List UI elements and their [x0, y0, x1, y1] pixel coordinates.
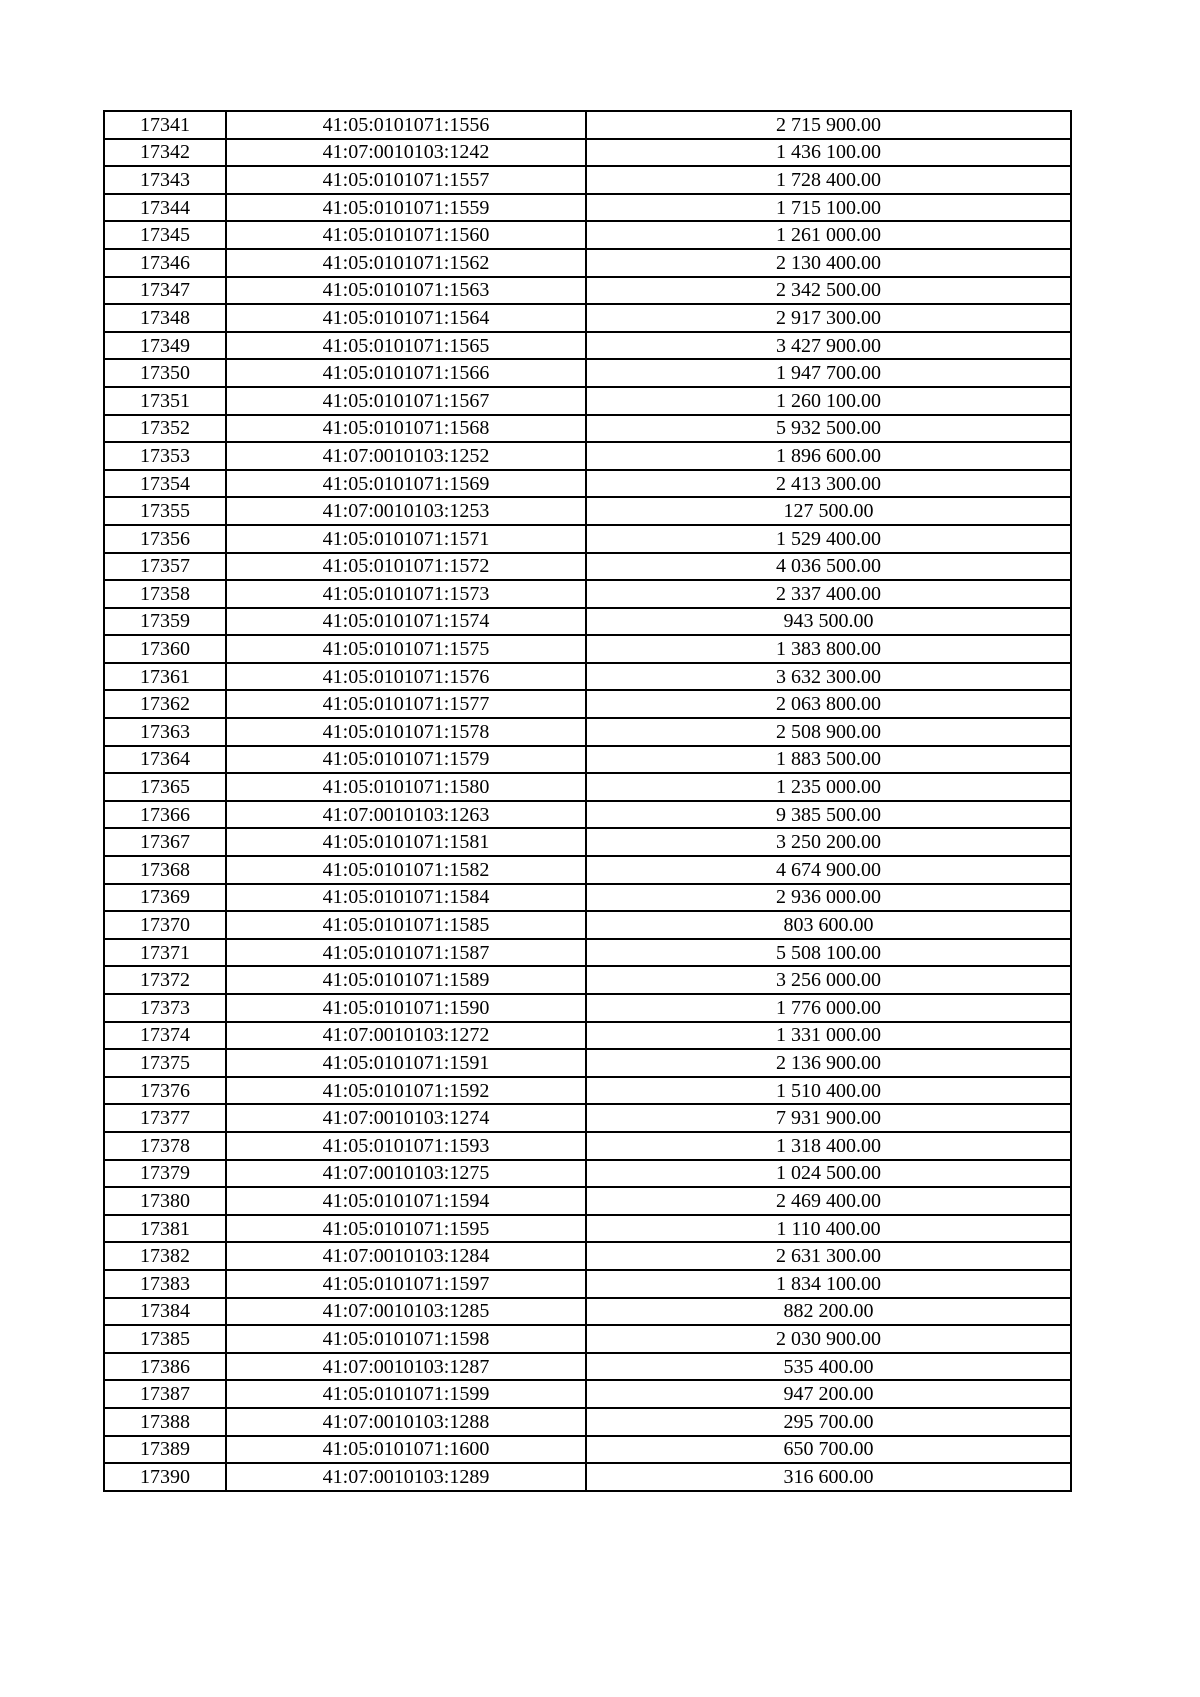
- row-number-cell: 17386: [104, 1353, 226, 1381]
- table-row: [104, 166, 1071, 194]
- cadastral-number-cell: 41:05:0101071:1556: [226, 111, 586, 139]
- table-row: [104, 718, 1071, 746]
- row-number-cell: 17345: [104, 221, 226, 249]
- cadastral-value-cell: 1 510 400.00: [586, 1077, 1071, 1105]
- row-number-cell: 17348: [104, 304, 226, 332]
- cadastral-value-cell: 1 728 400.00: [586, 166, 1071, 194]
- table-row: [104, 1325, 1071, 1353]
- cadastral-number-cell: 41:05:0101071:1582: [226, 856, 586, 884]
- table-row: [104, 608, 1071, 636]
- cadastral-number-cell: 41:05:0101071:1571: [226, 525, 586, 553]
- row-number-cell: 17343: [104, 166, 226, 194]
- row-number-cell: 17380: [104, 1187, 226, 1215]
- table-row: [104, 525, 1071, 553]
- row-number-cell: 17363: [104, 718, 226, 746]
- table-row: [104, 1436, 1071, 1464]
- cadastral-number-cell: 41:05:0101071:1598: [226, 1325, 586, 1353]
- cadastral-number-cell: 41:05:0101071:1562: [226, 249, 586, 277]
- cadastral-number-cell: 41:05:0101071:1591: [226, 1049, 586, 1077]
- cadastral-number-cell: 41:05:0101071:1557: [226, 166, 586, 194]
- row-number-cell: 17383: [104, 1270, 226, 1298]
- table-row: [104, 387, 1071, 415]
- row-number-cell: 17362: [104, 690, 226, 718]
- cadastral-value-cell: 3 250 200.00: [586, 828, 1071, 856]
- cadastral-value-cell: 2 469 400.00: [586, 1187, 1071, 1215]
- table-row: [104, 828, 1071, 856]
- row-number-cell: 17390: [104, 1463, 226, 1491]
- cadastral-value-cell: 1 715 100.00: [586, 194, 1071, 222]
- row-number-cell: 17371: [104, 939, 226, 967]
- cadastral-value-cell: 4 036 500.00: [586, 553, 1071, 581]
- cadastral-number-cell: 41:05:0101071:1575: [226, 635, 586, 663]
- row-number-cell: 17353: [104, 442, 226, 470]
- cadastral-value-cell: 7 931 900.00: [586, 1104, 1071, 1132]
- cadastral-number-cell: 41:05:0101071:1597: [226, 1270, 586, 1298]
- cadastral-number-cell: 41:05:0101071:1581: [226, 828, 586, 856]
- table-row: [104, 1353, 1071, 1381]
- row-number-cell: 17378: [104, 1132, 226, 1160]
- row-number-cell: 17359: [104, 608, 226, 636]
- row-number-cell: 17367: [104, 828, 226, 856]
- cadastral-value-cell: 3 256 000.00: [586, 966, 1071, 994]
- cadastral-value-table: [103, 110, 1072, 1492]
- cadastral-value-cell: 1 261 000.00: [586, 221, 1071, 249]
- cadastral-value-cell: 1 331 000.00: [586, 1022, 1071, 1050]
- cadastral-number-cell: 41:05:0101071:1589: [226, 966, 586, 994]
- table-row: [104, 1049, 1071, 1077]
- row-number-cell: 17368: [104, 856, 226, 884]
- table-row: [104, 139, 1071, 167]
- table-row: [104, 553, 1071, 581]
- row-number-cell: 17354: [104, 470, 226, 498]
- cadastral-number-cell: 41:07:0010103:1288: [226, 1408, 586, 1436]
- cadastral-number-cell: 41:05:0101071:1600: [226, 1436, 586, 1464]
- row-number-cell: 17358: [104, 580, 226, 608]
- cadastral-value-cell: 1 776 000.00: [586, 994, 1071, 1022]
- cadastral-value-cell: 2 063 800.00: [586, 690, 1071, 718]
- cadastral-number-cell: 41:07:0010103:1275: [226, 1160, 586, 1188]
- table-row: [104, 1160, 1071, 1188]
- table-row: [104, 884, 1071, 912]
- cadastral-number-cell: 41:05:0101071:1559: [226, 194, 586, 222]
- cadastral-number-cell: 41:07:0010103:1272: [226, 1022, 586, 1050]
- cadastral-number-cell: 41:07:0010103:1252: [226, 442, 586, 470]
- cadastral-value-cell: 1 883 500.00: [586, 746, 1071, 774]
- cadastral-value-cell: 4 674 900.00: [586, 856, 1071, 884]
- cadastral-value-cell: 2 136 900.00: [586, 1049, 1071, 1077]
- cadastral-number-cell: 41:05:0101071:1578: [226, 718, 586, 746]
- cadastral-value-cell: 1 947 700.00: [586, 359, 1071, 387]
- cadastral-number-cell: 41:05:0101071:1572: [226, 553, 586, 581]
- cadastral-value-cell: 1 896 600.00: [586, 442, 1071, 470]
- row-number-cell: 17369: [104, 884, 226, 912]
- row-number-cell: 17344: [104, 194, 226, 222]
- cadastral-number-cell: 41:05:0101071:1584: [226, 884, 586, 912]
- cadastral-value-cell: 3 427 900.00: [586, 332, 1071, 360]
- table-row: [104, 690, 1071, 718]
- table-row: [104, 1408, 1071, 1436]
- row-number-cell: 17366: [104, 801, 226, 829]
- cadastral-value-cell: 2 715 900.00: [586, 111, 1071, 139]
- cadastral-value-cell: 1 260 100.00: [586, 387, 1071, 415]
- cadastral-number-cell: 41:05:0101071:1565: [226, 332, 586, 360]
- cadastral-number-cell: 41:05:0101071:1593: [226, 1132, 586, 1160]
- cadastral-number-cell: 41:05:0101071:1569: [226, 470, 586, 498]
- table-row: [104, 304, 1071, 332]
- table-row: [104, 111, 1071, 139]
- row-number-cell: 17384: [104, 1298, 226, 1326]
- cadastral-value-cell: 3 632 300.00: [586, 663, 1071, 691]
- cadastral-value-cell: 9 385 500.00: [586, 801, 1071, 829]
- cadastral-number-cell: 41:05:0101071:1568: [226, 415, 586, 443]
- table-row: [104, 1298, 1071, 1326]
- table-row: [104, 746, 1071, 774]
- cadastral-value-cell: 650 700.00: [586, 1436, 1071, 1464]
- table-row: [104, 1380, 1071, 1408]
- table-row: [104, 277, 1071, 305]
- table-row: [104, 801, 1071, 829]
- cadastral-number-cell: 41:07:0010103:1284: [226, 1242, 586, 1270]
- cadastral-value-cell: 295 700.00: [586, 1408, 1071, 1436]
- row-number-cell: 17352: [104, 415, 226, 443]
- table-row: [104, 1215, 1071, 1243]
- cadastral-value-cell: 2 130 400.00: [586, 249, 1071, 277]
- table-row: [104, 221, 1071, 249]
- cadastral-number-cell: 41:07:0010103:1242: [226, 139, 586, 167]
- cadastral-value-cell: 1 024 500.00: [586, 1160, 1071, 1188]
- row-number-cell: 17382: [104, 1242, 226, 1270]
- cadastral-value-cell: 2 337 400.00: [586, 580, 1071, 608]
- cadastral-value-cell: 127 500.00: [586, 497, 1071, 525]
- table-row: [104, 1242, 1071, 1270]
- table-row: [104, 442, 1071, 470]
- row-number-cell: 17388: [104, 1408, 226, 1436]
- cadastral-value-cell: 2 631 300.00: [586, 1242, 1071, 1270]
- table-row: [104, 994, 1071, 1022]
- cadastral-value-cell: 1 110 400.00: [586, 1215, 1071, 1243]
- table-row: [104, 1132, 1071, 1160]
- cadastral-number-cell: 41:07:0010103:1253: [226, 497, 586, 525]
- cadastral-value-cell: 5 932 500.00: [586, 415, 1071, 443]
- row-number-cell: 17356: [104, 525, 226, 553]
- cadastral-number-cell: 41:07:0010103:1274: [226, 1104, 586, 1132]
- cadastral-value-cell: 2 413 300.00: [586, 470, 1071, 498]
- row-number-cell: 17365: [104, 773, 226, 801]
- table-row: [104, 249, 1071, 277]
- cadastral-value-cell: 943 500.00: [586, 608, 1071, 636]
- table-row: [104, 1077, 1071, 1105]
- cadastral-value-cell: 1 318 400.00: [586, 1132, 1071, 1160]
- row-number-cell: 17373: [104, 994, 226, 1022]
- row-number-cell: 17372: [104, 966, 226, 994]
- cadastral-number-cell: 41:05:0101071:1563: [226, 277, 586, 305]
- table-row: [104, 497, 1071, 525]
- table-row: [104, 415, 1071, 443]
- row-number-cell: 17347: [104, 277, 226, 305]
- table-row: [104, 856, 1071, 884]
- cadastral-number-cell: 41:05:0101071:1594: [226, 1187, 586, 1215]
- table-row: [104, 939, 1071, 967]
- row-number-cell: 17385: [104, 1325, 226, 1353]
- cadastral-value-cell: 803 600.00: [586, 911, 1071, 939]
- table-row: [104, 773, 1071, 801]
- row-number-cell: 17361: [104, 663, 226, 691]
- row-number-cell: 17342: [104, 139, 226, 167]
- table-row: [104, 470, 1071, 498]
- table-row: [104, 1270, 1071, 1298]
- row-number-cell: 17375: [104, 1049, 226, 1077]
- row-number-cell: 17351: [104, 387, 226, 415]
- cadastral-number-cell: 41:05:0101071:1564: [226, 304, 586, 332]
- cadastral-number-cell: 41:05:0101071:1585: [226, 911, 586, 939]
- row-number-cell: 17350: [104, 359, 226, 387]
- table-row: [104, 1187, 1071, 1215]
- cadastral-number-cell: 41:05:0101071:1587: [226, 939, 586, 967]
- row-number-cell: 17376: [104, 1077, 226, 1105]
- cadastral-value-cell: 1 383 800.00: [586, 635, 1071, 663]
- cadastral-value-cell: 316 600.00: [586, 1463, 1071, 1491]
- row-number-cell: 17389: [104, 1436, 226, 1464]
- cadastral-number-cell: 41:05:0101071:1573: [226, 580, 586, 608]
- table-row: [104, 663, 1071, 691]
- row-number-cell: 17379: [104, 1160, 226, 1188]
- row-number-cell: 17346: [104, 249, 226, 277]
- table-row: [104, 1104, 1071, 1132]
- table-body: [104, 111, 1071, 1491]
- table-row: [104, 194, 1071, 222]
- cadastral-number-cell: 41:05:0101071:1590: [226, 994, 586, 1022]
- cadastral-number-cell: 41:05:0101071:1580: [226, 773, 586, 801]
- cadastral-value-cell: 1 235 000.00: [586, 773, 1071, 801]
- row-number-cell: 17377: [104, 1104, 226, 1132]
- cadastral-value-cell: 1 834 100.00: [586, 1270, 1071, 1298]
- table-row: [104, 1463, 1071, 1491]
- row-number-cell: 17374: [104, 1022, 226, 1050]
- table-row: [104, 635, 1071, 663]
- cadastral-value-cell: 947 200.00: [586, 1380, 1071, 1408]
- cadastral-number-cell: 41:05:0101071:1576: [226, 663, 586, 691]
- row-number-cell: 17355: [104, 497, 226, 525]
- cadastral-number-cell: 41:05:0101071:1599: [226, 1380, 586, 1408]
- cadastral-value-cell: 2 030 900.00: [586, 1325, 1071, 1353]
- cadastral-value-cell: 2 917 300.00: [586, 304, 1071, 332]
- cadastral-number-cell: 41:07:0010103:1285: [226, 1298, 586, 1326]
- row-number-cell: 17387: [104, 1380, 226, 1408]
- table-row: [104, 911, 1071, 939]
- cadastral-value-cell: 535 400.00: [586, 1353, 1071, 1381]
- cadastral-value-cell: 1 529 400.00: [586, 525, 1071, 553]
- row-number-cell: 17349: [104, 332, 226, 360]
- row-number-cell: 17360: [104, 635, 226, 663]
- cadastral-value-cell: 2 342 500.00: [586, 277, 1071, 305]
- table-row: [104, 1022, 1071, 1050]
- row-number-cell: 17341: [104, 111, 226, 139]
- cadastral-number-cell: 41:05:0101071:1566: [226, 359, 586, 387]
- table-row: [104, 580, 1071, 608]
- table-row: [104, 359, 1071, 387]
- cadastral-number-cell: 41:05:0101071:1567: [226, 387, 586, 415]
- table-row: [104, 332, 1071, 360]
- cadastral-number-cell: 41:05:0101071:1579: [226, 746, 586, 774]
- cadastral-value-cell: 5 508 100.00: [586, 939, 1071, 967]
- row-number-cell: 17381: [104, 1215, 226, 1243]
- cadastral-number-cell: 41:05:0101071:1577: [226, 690, 586, 718]
- cadastral-number-cell: 41:07:0010103:1289: [226, 1463, 586, 1491]
- cadastral-number-cell: 41:05:0101071:1592: [226, 1077, 586, 1105]
- cadastral-number-cell: 41:05:0101071:1595: [226, 1215, 586, 1243]
- cadastral-value-cell: 2 936 000.00: [586, 884, 1071, 912]
- table-row: [104, 966, 1071, 994]
- cadastral-value-cell: 1 436 100.00: [586, 139, 1071, 167]
- cadastral-number-cell: 41:07:0010103:1263: [226, 801, 586, 829]
- cadastral-value-cell: 2 508 900.00: [586, 718, 1071, 746]
- row-number-cell: 17370: [104, 911, 226, 939]
- cadastral-number-cell: 41:07:0010103:1287: [226, 1353, 586, 1381]
- row-number-cell: 17364: [104, 746, 226, 774]
- row-number-cell: 17357: [104, 553, 226, 581]
- cadastral-number-cell: 41:05:0101071:1574: [226, 608, 586, 636]
- cadastral-value-cell: 882 200.00: [586, 1298, 1071, 1326]
- cadastral-number-cell: 41:05:0101071:1560: [226, 221, 586, 249]
